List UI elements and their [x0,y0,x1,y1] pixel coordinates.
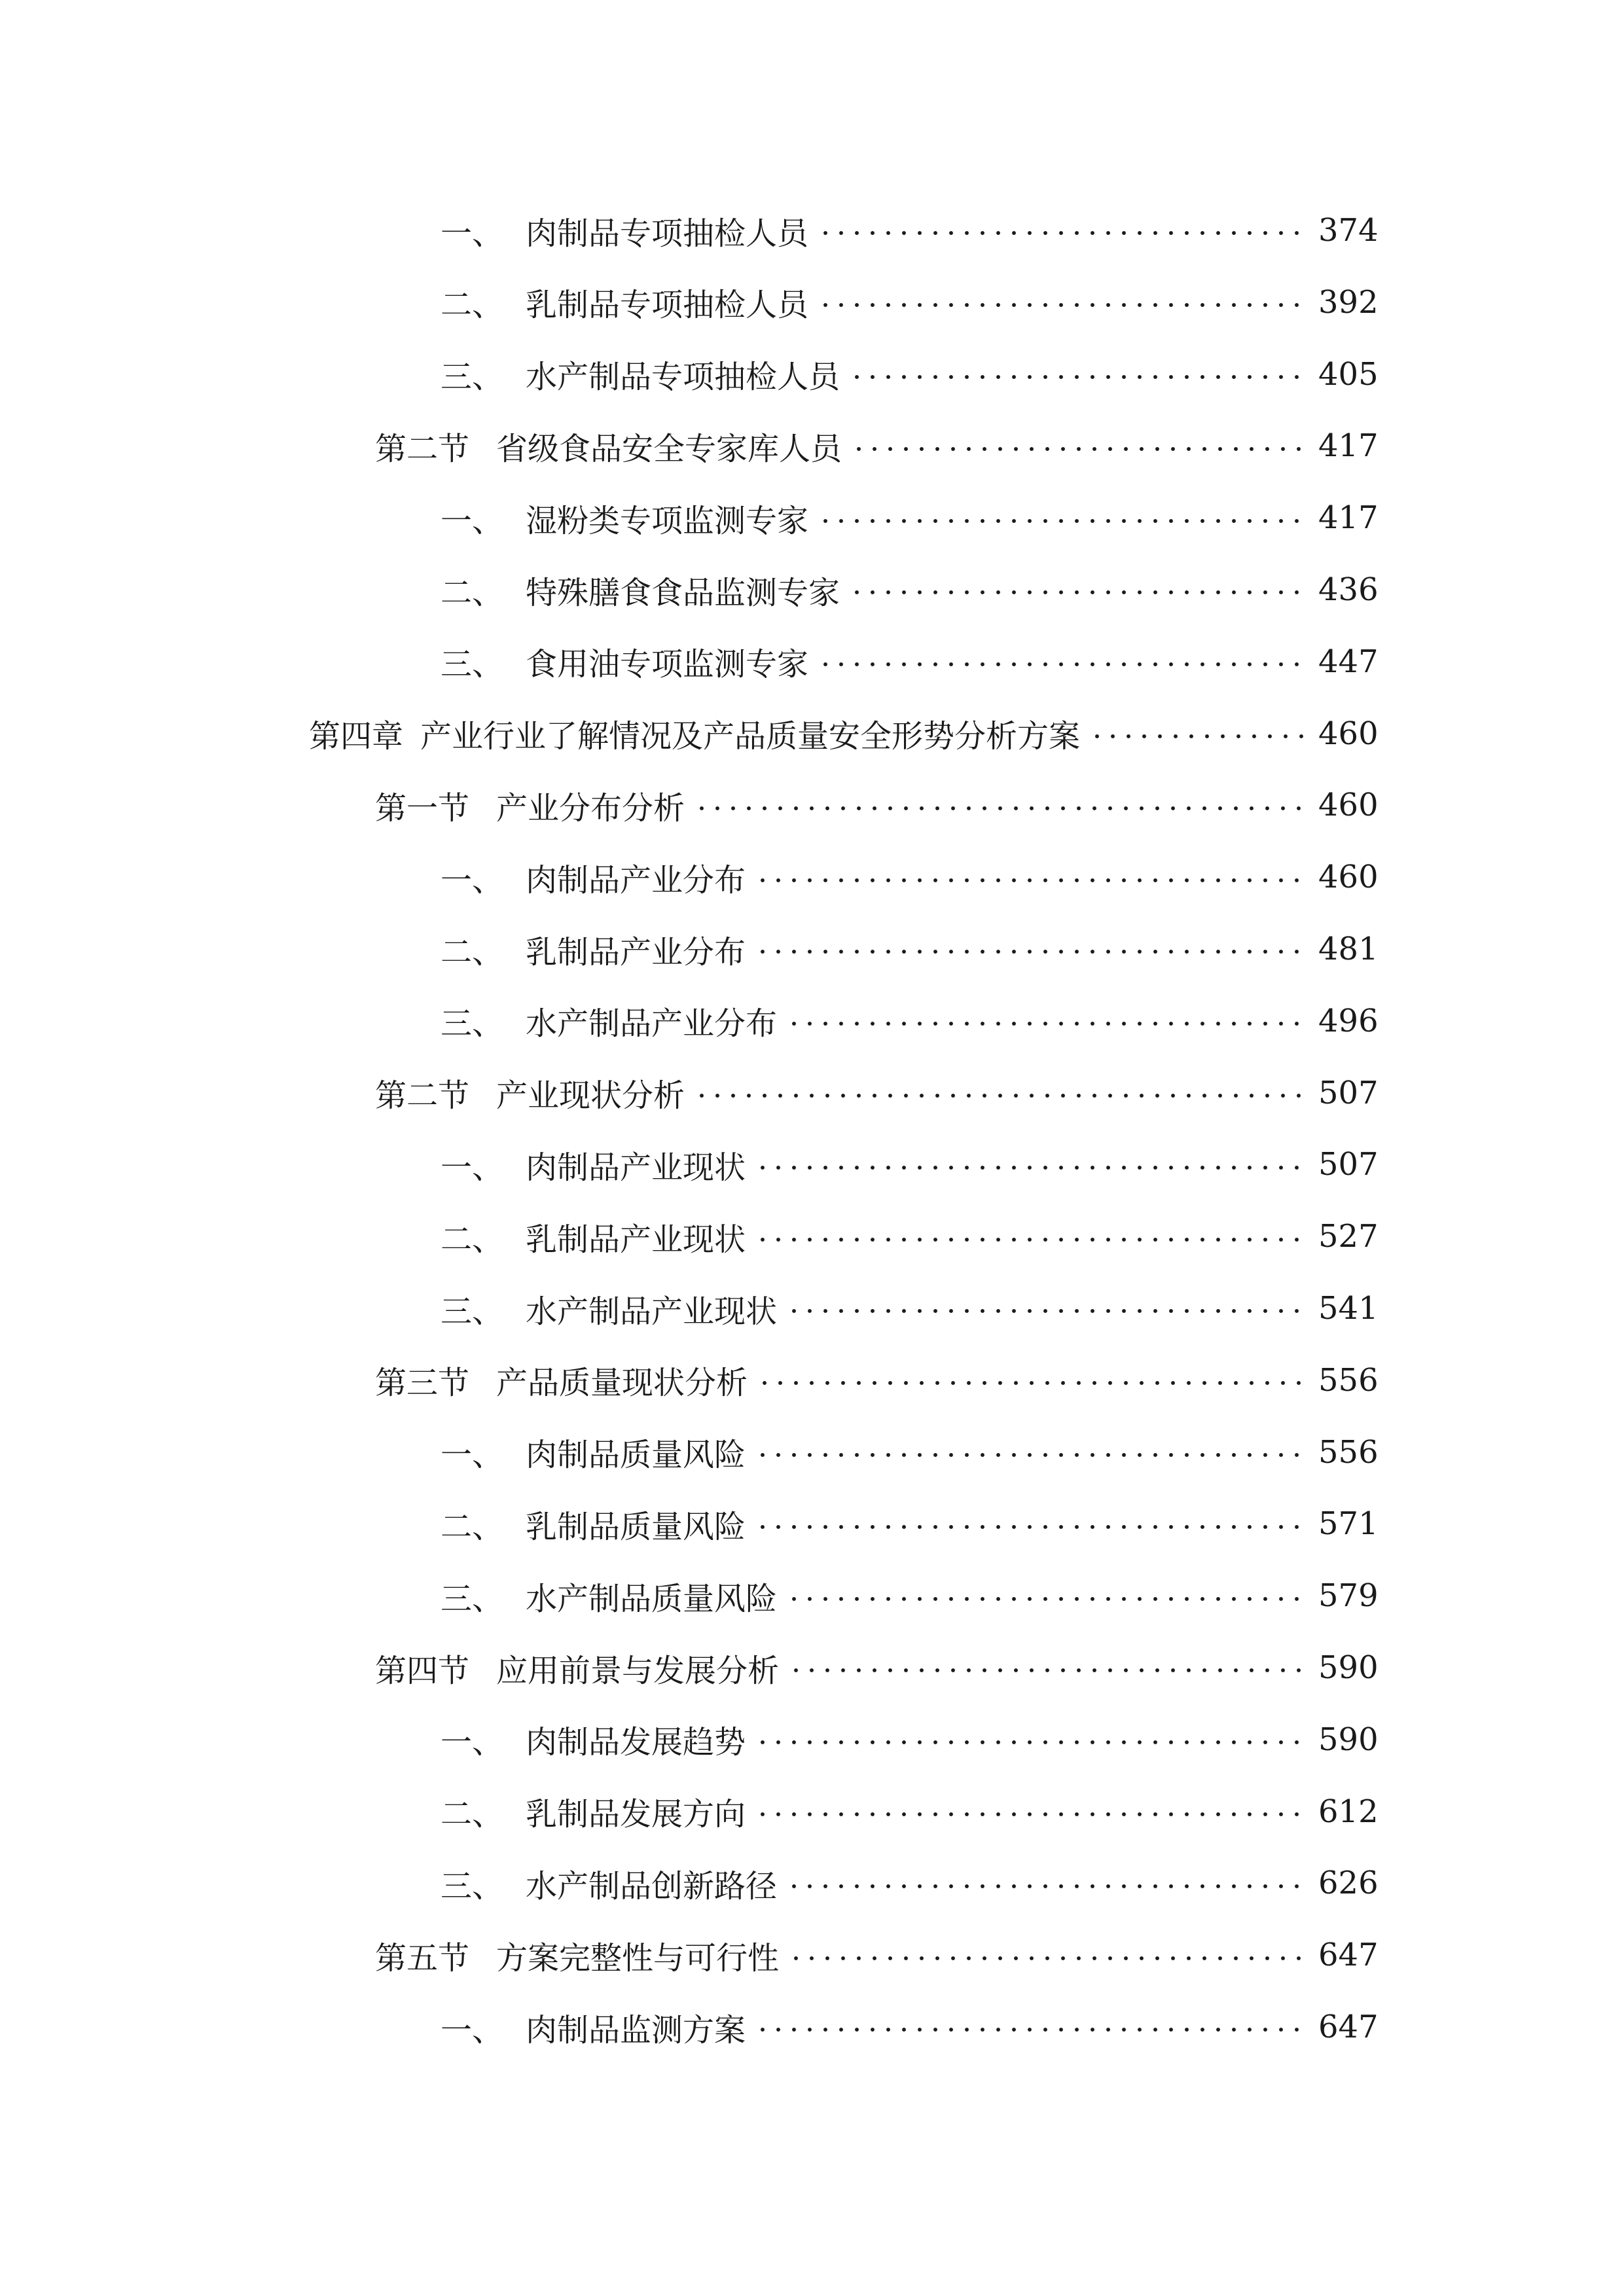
dot-leader [755,1785,1309,1838]
toc-entry-label [441,1861,777,1906]
toc-entry[interactable] [0,1138,1379,1191]
toc-entry[interactable] [0,348,1379,401]
toc-entry-page-number: 579 [1318,1577,1379,1615]
toc-entry-number: 一、 [441,215,504,252]
toc-entry-title: 肉制品监测方案 [526,2011,746,2049]
toc-entry-number: 二、 [441,933,504,971]
toc-entry[interactable] [0,636,1379,688]
dot-leader [755,2001,1309,2053]
toc-entry-label [441,998,777,1043]
toc-entry-page-number: 612 [1318,1793,1379,1830]
dot-leader [818,204,1309,257]
toc-entry-label [375,1070,685,1115]
toc-entry-title: 特殊膳食食品监测专家 [526,574,840,611]
toc-entry-page-number: 374 [1318,212,1379,249]
dot-leader [786,1570,1309,1622]
toc-entry-page-number: 460 [1318,787,1379,824]
toc-entry[interactable] [0,276,1379,329]
toc-entry-title: 肉制品专项抽检人员 [526,215,809,252]
toc-entry-page-number: 556 [1318,1361,1379,1399]
toc-entry-page-number: 496 [1318,1002,1379,1039]
toc-entry-title: 肉制品产业分布 [526,861,746,899]
toc-entry-page-number: 647 [1318,2009,1379,2045]
toc-entry-number: 三、 [441,646,504,683]
toc-entry-page-number: 571 [1318,1505,1379,1543]
toc-entry-page-number: 417 [1318,499,1379,537]
toc-entry-label [375,1645,779,1691]
toc-entry-label [441,1214,746,1259]
dot-leader [694,779,1309,831]
toc-entry-number: 三、 [441,1293,504,1330]
toc-entry-title: 应用前景与发展分析 [496,1652,780,1689]
toc-entry-title: 肉制品产业现状 [526,1149,746,1186]
toc-entry-number: 一、 [441,861,504,899]
toc-entry-title: 乳制品专项抽检人员 [526,287,809,324]
toc-entry-page-number: 541 [1318,1290,1379,1327]
toc-entry-page-number: 460 [1318,859,1379,896]
dot-leader [818,276,1309,329]
toc-entry[interactable] [0,2001,1379,2053]
toc-entry[interactable] [0,1282,1379,1335]
toc-entry-label [441,495,808,541]
toc-entry-page-number: 590 [1318,1649,1379,1686]
toc-entry-title: 产业分布分析 [496,789,685,827]
toc-entry[interactable] [0,1785,1379,1838]
toc-entry-label [309,711,1080,756]
toc-entry[interactable] [0,851,1379,903]
dot-leader [818,636,1309,688]
toc-entry[interactable] [0,1498,1379,1550]
toc-entry-label [441,639,808,684]
toc-entry-title: 肉制品质量风险 [526,1437,746,1474]
toc-entry-label [441,855,746,900]
toc-entry-title: 水产制品质量风险 [526,1580,778,1617]
dot-leader [755,923,1309,975]
toc-entry-title: 食用油专项监测专家 [526,646,809,683]
toc-entry-title: 产品质量现状分析 [496,1365,748,1402]
dot-leader [1089,708,1309,760]
toc-entry-number: 三、 [441,1005,504,1043]
toc-entry-number: 第四章 [309,718,404,755]
dot-leader [755,1138,1309,1191]
toc-entry[interactable] [0,708,1379,760]
toc-entry-label [441,1789,746,1834]
toc-entry-title: 乳制品质量风险 [526,1508,746,1545]
toc-entry-label [441,279,808,325]
dot-leader [786,1282,1309,1335]
toc-entry[interactable] [0,779,1379,831]
toc-entry[interactable] [0,923,1379,975]
toc-entry-page-number: 626 [1318,1865,1379,1902]
toc-entry-number: 二、 [441,287,504,324]
dot-leader [788,1641,1309,1694]
toc-entry-label [441,1573,777,1619]
toc-entry-label [441,1501,746,1547]
toc-entry-label [441,1142,746,1187]
toc-entry-label [441,208,808,253]
toc-entry-title: 水产制品创新路径 [526,1867,778,1905]
dot-leader [755,1498,1309,1550]
toc-entry-label [441,1717,746,1762]
dot-leader [694,1067,1309,1119]
toc-entry-page-number: 460 [1318,715,1379,752]
toc-entry-title: 产业行业了解情况及产品质量安全形势分析方案 [420,718,1081,755]
toc-entry-title: 省级食品安全专家库人员 [496,430,842,467]
toc-entry-number: 三、 [441,1580,504,1617]
dot-leader [851,420,1309,472]
toc-entry[interactable] [0,1210,1379,1263]
toc-entry-number: 一、 [441,2011,504,2049]
toc-entry-page-number: 590 [1318,1721,1379,1758]
dot-leader [786,995,1309,1047]
dot-leader [849,348,1309,401]
toc-entry-label [375,783,685,828]
toc-entry[interactable] [0,1641,1379,1694]
dot-leader [755,851,1309,903]
toc-entry-title: 肉制品发展趋势 [526,1724,746,1761]
toc-entry[interactable] [0,1354,1379,1407]
toc-entry[interactable] [0,1570,1379,1622]
toc-entry-label [375,1933,779,1978]
toc-entry-number: 第四节 [375,1652,470,1689]
toc-entry-number: 一、 [441,1149,504,1186]
toc-entry-number: 第二节 [375,430,470,467]
toc-entry-label [441,1429,746,1475]
toc-entry-number: 二、 [441,1221,504,1258]
toc-entry-title: 乳制品产业分布 [526,933,746,971]
toc-entry-number: 一、 [441,502,504,539]
toc-entry-number: 二、 [441,1508,504,1545]
dot-leader [755,1713,1309,1766]
toc-entry-number: 第一节 [375,789,470,827]
toc-entry-number: 二、 [441,574,504,611]
toc-entry-page-number: 507 [1318,1074,1379,1111]
toc-entry-number: 第二节 [375,1077,470,1115]
toc-entry[interactable] [0,420,1379,472]
toc-entry-number: 一、 [441,1724,504,1761]
toc-entry[interactable] [0,492,1379,544]
dot-leader [849,564,1309,616]
toc-entry[interactable] [0,1713,1379,1766]
toc-entry-label [375,423,842,469]
toc-entry-page-number: 481 [1318,931,1379,967]
toc-entry-title: 水产制品产业现状 [526,1293,778,1330]
toc-entry-label [441,351,840,397]
toc-entry-label [375,1357,748,1403]
dot-leader [788,1929,1309,1981]
toc-entry[interactable] [0,1857,1379,1909]
toc-entry-page-number: 527 [1318,1218,1379,1255]
toc-entry-title: 水产制品专项抽检人员 [526,359,840,396]
dot-leader [755,1426,1309,1479]
toc-entry-page-number: 405 [1318,355,1379,393]
toc-entry[interactable] [0,1426,1379,1479]
toc-entry-number: 三、 [441,359,504,396]
toc-entry-page-number: 392 [1318,283,1379,321]
toc-entry-title: 乳制品产业现状 [526,1221,746,1258]
toc-entry[interactable] [0,564,1379,616]
toc-entry-label [441,567,840,613]
dot-leader [755,1210,1309,1263]
toc-entry-page-number: 417 [1318,427,1379,465]
toc-entry-title: 水产制品产业分布 [526,1005,778,1043]
dot-leader [757,1354,1309,1407]
toc-entry-page-number: 436 [1318,571,1379,608]
toc-entry[interactable] [0,1929,1379,1981]
dot-leader [786,1857,1309,1909]
toc-entry-number: 第五节 [375,1939,470,1977]
toc-entry[interactable] [0,1067,1379,1119]
toc-entry-label [441,2005,746,2050]
toc-entry-page-number: 447 [1318,643,1379,680]
toc-entry[interactable] [0,995,1379,1047]
toc-entry-page-number: 507 [1318,1146,1379,1183]
toc-entry-number: 三、 [441,1867,504,1905]
toc-entry-label [441,1286,777,1331]
toc-entry-title: 方案完整性与可行性 [496,1939,780,1977]
toc-entry-label [441,927,746,972]
toc-entry[interactable] [0,204,1379,257]
toc-entry-number: 二、 [441,1796,504,1833]
toc-entry-title: 乳制品发展方向 [526,1796,746,1833]
toc-entry-title: 湿粉类专项监测专家 [526,502,809,539]
toc-entry-number: 一、 [441,1437,504,1474]
toc-entry-number: 第三节 [375,1365,470,1402]
toc-entry-page-number: 556 [1318,1433,1379,1471]
dot-leader [818,492,1309,544]
toc-entry-page-number: 647 [1318,1937,1379,1974]
toc-entry-title: 产业现状分析 [496,1077,685,1115]
